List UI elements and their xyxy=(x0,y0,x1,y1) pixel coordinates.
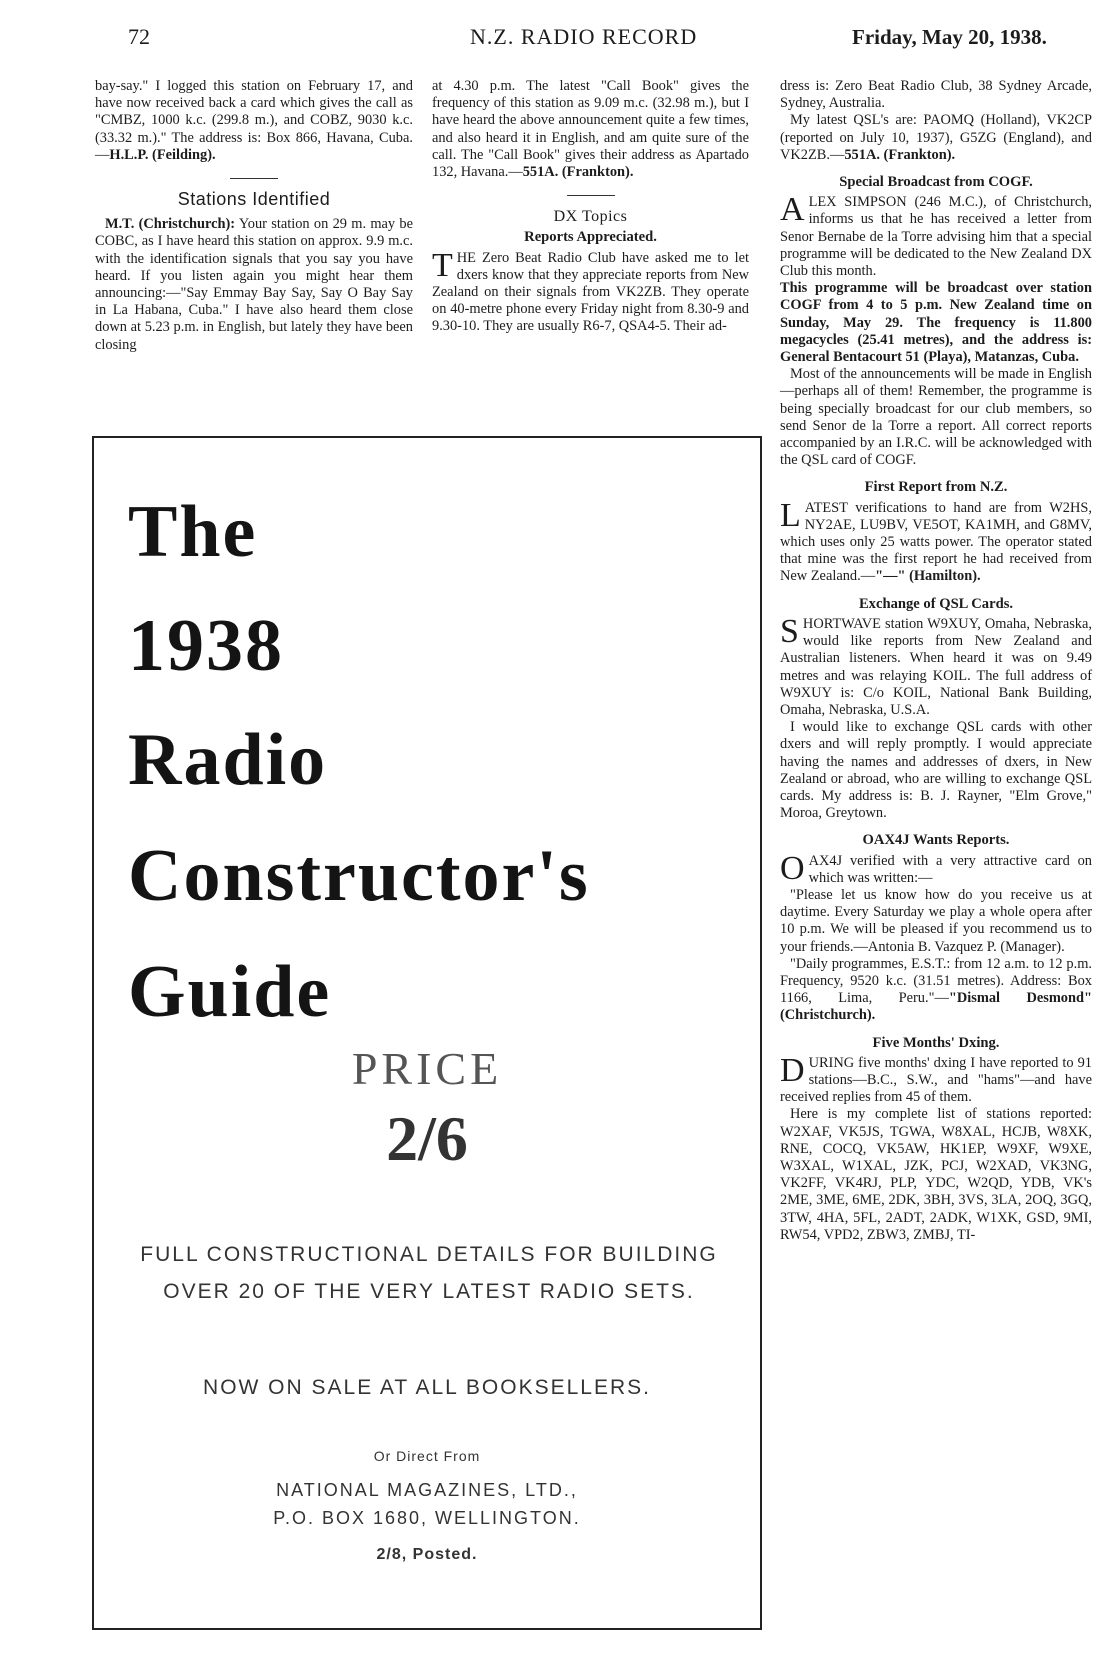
masthead: N.Z. RADIO RECORD xyxy=(470,24,698,49)
section-heading: DX Topics xyxy=(553,208,628,226)
ad-direct-line: Or Direct From xyxy=(373,1448,481,1464)
drop-cap: L xyxy=(780,496,801,534)
drop-cap: T xyxy=(432,246,453,284)
page-number: 72 xyxy=(128,24,150,49)
article-paragraph: OAX4J verified with a very attractive card on which was written:— xyxy=(780,849,1092,887)
drop-cap: A xyxy=(780,191,805,229)
article-paragraph: ALEX SIMPSON (246 M.C.), of Christchurch, informs us that he has received a letter from Senor Bernabe de la Torre advising him that a special programme will be dedicated to the New Zealand DX Club this month. xyxy=(780,191,1092,280)
ad-publisher xyxy=(94,1476,760,1532)
section-heading: Stations Identified xyxy=(177,189,331,210)
page-header xyxy=(0,22,1114,52)
drop-cap: D xyxy=(780,1051,805,1089)
article-paragraph: Most of the announcements will be made in English—perhaps all of them! Remember, the programme is being specially broadcast for our club members, so send Senor de la Torre a report. All correct reports accompanied by an I.R.C. will be acknowledged with the QSL card of COGF. xyxy=(780,366,1092,469)
correspondent-name: M.T. (Christchurch): xyxy=(105,216,236,233)
sub-heading: Reports Appreciated. xyxy=(524,229,657,246)
article-paragraph: M.T. (Christchurch): Your station on 29 m. may be COBC, as I have heard this station on approx. 9.9 m.c. with the identification signals that you say you have heard. If you listen again you might hear them announcing:—"Say Emmay Bay Say, Say O Bay Say in La Habana, Cuba." I have also heard them close down at 5.23 p.m. in English, but lately they have been closing xyxy=(95,216,413,353)
signature: "Dismal Desmond" (Christchurch). xyxy=(780,990,1093,1024)
signature: 551A. (Frankton). xyxy=(844,146,956,163)
ad-posted-price: 2/8, Posted. xyxy=(376,1546,478,1563)
article-paragraph: My latest QSL's are: PAOMQ (Holland), VK2CP (reported on July 10, 1937), G5ZG (England), and VK2ZB.—551A. (Frankton). xyxy=(780,112,1092,163)
ad-title-line: Guide xyxy=(128,951,332,1033)
article-paragraph: bay-say." I logged this station on February 17, and have now received back a card which gives the call as "CMBZ, 1000 k.c. (299.8 m.), and COBZ, 9030 k.c. (33.32 m.)." The address is: Box 866, Havana, Cuba.—H.L.P. (Feilding). xyxy=(95,78,413,163)
issue-date: Friday, May 20, 1938. xyxy=(852,25,1047,49)
article-paragraph: DURING five months' dxing I have reported to 91 stations—B.C., S.W., and "hams"—and have received replies from 45 of them. xyxy=(780,1051,1092,1106)
signature: "—" (Hamilton). xyxy=(875,568,981,585)
column-2 xyxy=(432,78,749,336)
ad-title-line: Radio xyxy=(128,719,328,801)
ad-price-value: 2/6 xyxy=(386,1103,468,1174)
sub-heading: First Report from N.Z. xyxy=(864,479,1008,496)
ad-title-line: 1938 xyxy=(128,605,284,687)
column-3 xyxy=(780,78,1092,1244)
advertisement-box xyxy=(92,436,762,1630)
signature: 551A. (Frankton). xyxy=(522,164,634,181)
ad-publisher-name: NATIONAL MAGAZINES, LTD., xyxy=(276,1480,578,1500)
ad-sale-line: NOW ON SALE AT ALL BOOKSELLERS. xyxy=(203,1376,651,1399)
ad-price-label: PRICE xyxy=(351,1043,503,1094)
article-paragraph: dress is: Zero Beat Radio Club, 38 Sydney Arcade, Sydney, Australia. xyxy=(780,78,1092,112)
divider xyxy=(567,195,615,196)
article-paragraph: THE Zero Beat Radio Club have asked me to let dxers know that they appreciate reports from New Zealand on their signals from VK2ZB. They operate on 40-metre phone every Friday night from 8.30-9 and 9.30-10. They are usually R6-7, QSA4-5. Their ad- xyxy=(432,246,749,335)
sub-heading: Special Broadcast from COGF. xyxy=(839,174,1033,191)
ad-details: FULL CONSTRUCTIONAL DETAILS FOR BUILDING OVER 20 OF THE VERY LATEST RADIO SETS. xyxy=(140,1243,718,1303)
column-1 xyxy=(95,78,413,354)
sub-heading: OAX4J Wants Reports. xyxy=(862,832,1010,849)
article-paragraph: SHORTWAVE station W9XUY, Omaha, Nebraska, would like reports from New Zealand and Australian listeners. When heard it was on 9.49 metres and was relaying KOIL. The full address of W9XUY is: C/o KOIL, National Bank Building, Omaha, Nebraska, U.S.A. xyxy=(780,612,1092,718)
drop-cap: S xyxy=(780,612,799,650)
sub-heading: Exchange of QSL Cards. xyxy=(858,595,1014,612)
article-paragraph: I would like to exchange QSL cards with other dxers and will reply promptly. I would appreciate having the names and addresses of dxers, in New Zealand or abroad, who are willing to exchange QSL cards. My address is: B. J. Rayner, "Elm Grove," Moroa, Greytown. xyxy=(780,719,1092,822)
article-paragraph: "Please let us know how do you receive us at daytime. Every Saturday we play a whole opera after 10 p.m. We will be pleased if you recommend us to your friends.—Antonia B. Vazquez P. (Manager). xyxy=(780,886,1092,955)
article-paragraph: LATEST verifications to hand are from W2HS, NY2AE, LU9BV, VE5OT, KA1MH, and G8MV, which uses only 25 watts power. The operator stated that mine was the first report he had received from New Zealand.—"—" (Hamilton). xyxy=(780,496,1092,585)
article-paragraph: "Daily programmes, E.S.T.: from 12 a.m. to 12 p.m. Frequency, 9520 k.c. (31.51 metres). Address: Box 1166, Lima, Peru."—"Dismal Desmond" (Christchurch). xyxy=(780,955,1093,1024)
signature: H.L.P. (Feilding). xyxy=(109,146,216,163)
drop-cap: O xyxy=(780,849,805,887)
ad-publisher-address: P.O. BOX 1680, WELLINGTON. xyxy=(273,1508,581,1528)
announcement-block: This programme will be broadcast over station COGF from 4 to 5 p.m. New Zealand time on Sunday, May 29. The frequency is 11.800 megacycles (25.41 metres), and the address is: General Bentacourt 51 (Playa), Matanzas, Cuba. xyxy=(780,280,1092,366)
article-paragraph: Here is my complete list of stations reported: W2XAF, VK5JS, TGWA, W8XAL, HCJB, W8XK, RNE, COCQ, VK5AW, HK1EP, W9XF, W9XE, W3XAL, W1XAL, JZK, PCJ, W2XAD, VK3NG, VK2FF, VK4RJ, PLP, YDC, W2QD, YDB, VK's 2ME, 3ME, 6ME, 2DK, 3BH, 3VS, 3LA, 2OQ, 3GQ, 3TW, 4HA, 5FL, 2ADT, 2ADK, W1XK, GSD, 9MI, RW54, VPD2, ZBW3, ZMBJ, TI- xyxy=(780,1106,1092,1243)
ad-title-line: The xyxy=(128,491,258,573)
sub-heading: Five Months' Dxing. xyxy=(872,1034,1000,1051)
ad-title-line: Constructor's xyxy=(128,835,590,917)
article-paragraph: at 4.30 p.m. The latest "Call Book" gives the frequency of this station as 9.09 m.c. (32.98 m.), but I have heard the above announcement quite a few times, and also heard it in English, and am quite sure of the call. The "Call Book" gives their address as Apartado 132, Havana.—551A. (Frankton). xyxy=(432,78,749,181)
divider xyxy=(230,178,278,179)
